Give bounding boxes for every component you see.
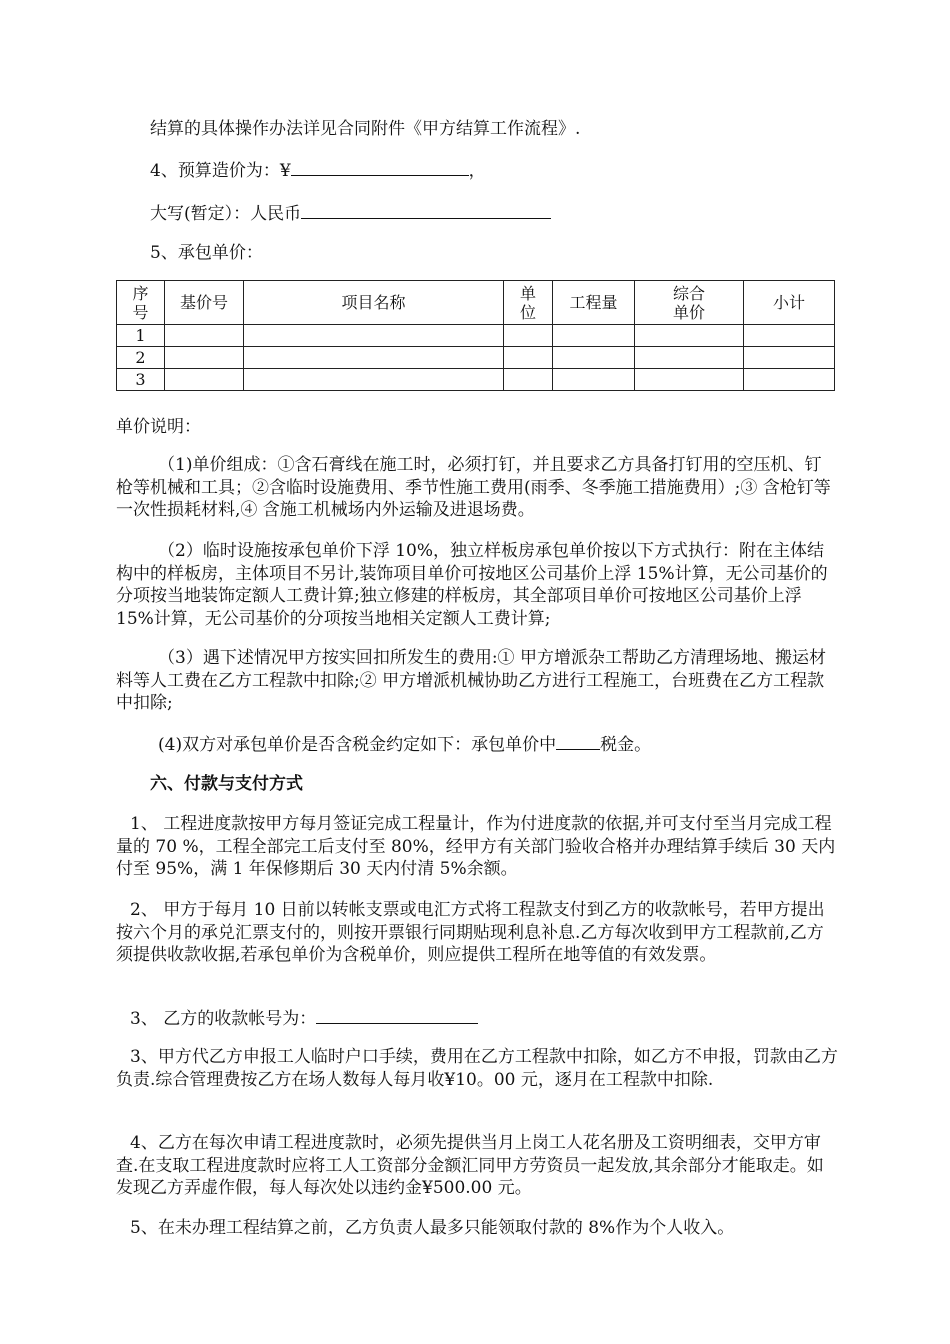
unit-price-note-title: 单价说明： bbox=[116, 417, 201, 437]
tax-label: (4)双方对承包单价是否含税金约定如下：承包单价中 bbox=[158, 735, 557, 755]
unit-price-title: 5、承包单价： bbox=[150, 243, 263, 263]
row-number: 2 bbox=[117, 347, 165, 369]
row-number: 1 bbox=[117, 325, 165, 347]
tax-suffix: 税金。 bbox=[600, 735, 652, 755]
budget-caps-label: 大写(暂定）：人民币 bbox=[150, 204, 302, 224]
budget-caps-blank bbox=[301, 202, 551, 219]
budget-caps-line bbox=[150, 202, 551, 225]
budget-label: 4、预算造价为：¥ bbox=[150, 161, 291, 181]
row-number: 3 bbox=[117, 369, 165, 391]
payment-item-3b: 3、甲方代乙方申报工人临时户口手续，费用在乙方工程款中扣除，如乙方不申报，罚款由乙方负责.综合管理费按乙方在场人数每人每月收¥10。00 元，逐月在工程款中扣除. bbox=[116, 1047, 838, 1090]
table-row bbox=[117, 325, 835, 347]
payment-item-2: 2、 甲方于每月 10 日前以转帐支票或电汇方式将工程款支付到乙方的收款帐号，若甲方提出按六个月的承兑汇票支付的，则按开票银行同期贴现利息补息.乙方每次收到甲方工程款前,乙方须提供收款收据,若承包单价为含税单价，则应提供工程所在地等值的有效发票。 bbox=[116, 900, 825, 965]
header-cell: 基价号 bbox=[165, 281, 244, 325]
table-row bbox=[117, 369, 835, 391]
unit-price-table bbox=[116, 280, 835, 391]
budget-amount-blank bbox=[291, 159, 469, 176]
payment-heading: 六、付款与支付方式 bbox=[150, 774, 303, 794]
settlement-note: 结算的具体操作办法详见合同附件《甲方结算工作流程》. bbox=[150, 119, 581, 139]
header-cell: 项目名称 bbox=[244, 281, 504, 325]
budget-suffix: ， bbox=[468, 161, 486, 181]
header-cell: 工程量 bbox=[553, 281, 635, 325]
payment-item-4: 4、乙方在每次申请工程进度款时，必须先提供当月上岗工人花名册及工资明细表，交甲方审查.在支取工程进度款时应将工人工资部分金额汇同甲方劳资员一起发放,其余部分才能取走。如发现乙方弄虚作假，每人每次处以违约金¥500.00 元。 bbox=[116, 1133, 824, 1198]
unit-price-note-p4 bbox=[158, 733, 651, 756]
budget-line bbox=[150, 159, 486, 182]
unit-price-note-p1: （1)单价组成：①含石膏线在施工时，必须打钉，并且要求乙方具备打钉用的空压机、钉枪等机械和工具；②含临时设施费用、季节性施工费用(雨季、冬季施工措施费用）;③ 含枪钉等一次性损耗材料,④ 含施工机械场内外运输及进退场费。 bbox=[116, 455, 831, 520]
header-cell: 综合单价 bbox=[635, 281, 744, 325]
unit-price-note-p2: （2）临时设施按承包单价下浮 10%，独立样板房承包单价按以下方式执行：附在主体结构中的样板房，主体项目不另计,装饰项目单价可按地区公司基价上浮 15%计算，无公司基价的分项按当地装饰定额人工费计算;独立修建的样板房，其全部项目单价可按地区公司基价上浮 15%计算，无公司基价的分项按当地相关定额人工费计算; bbox=[116, 541, 828, 629]
table-header-row bbox=[117, 281, 835, 325]
account-blank bbox=[316, 1007, 478, 1024]
header-cell: 序号 bbox=[117, 281, 165, 325]
unit-price-note-p3: （3）遇下述情况甲方按实回扣所发生的费用:① 甲方增派杂工帮助乙方清理场地、搬运材料等人工费在乙方工程款中扣除;② 甲方增派机械协助乙方进行工程施工，台班费在乙方工程款中扣除; bbox=[116, 648, 826, 713]
header-cell: 单位 bbox=[504, 281, 553, 325]
payment-item-3 bbox=[130, 1007, 478, 1030]
header-cell: 小计 bbox=[744, 281, 835, 325]
table-row bbox=[117, 347, 835, 369]
account-label: 3、 乙方的收款帐号为： bbox=[130, 1009, 317, 1029]
payment-item-1: 1、 工程进度款按甲方每月签证完成工程量计，作为付进度款的依据,并可支付至当月完成工程量的 70 %，工程全部完工后支付至 80%，经甲方有关部门验收合格并办理结算手续后 30 天内付至 95%，满 1 年保修期后 30 天内付清 5%余额。 bbox=[116, 814, 836, 879]
payment-item-5: 5、在未办理工程结算之前，乙方负责人最多只能领取付款的 8%作为个人收入。 bbox=[130, 1218, 735, 1238]
tax-blank bbox=[556, 733, 600, 750]
